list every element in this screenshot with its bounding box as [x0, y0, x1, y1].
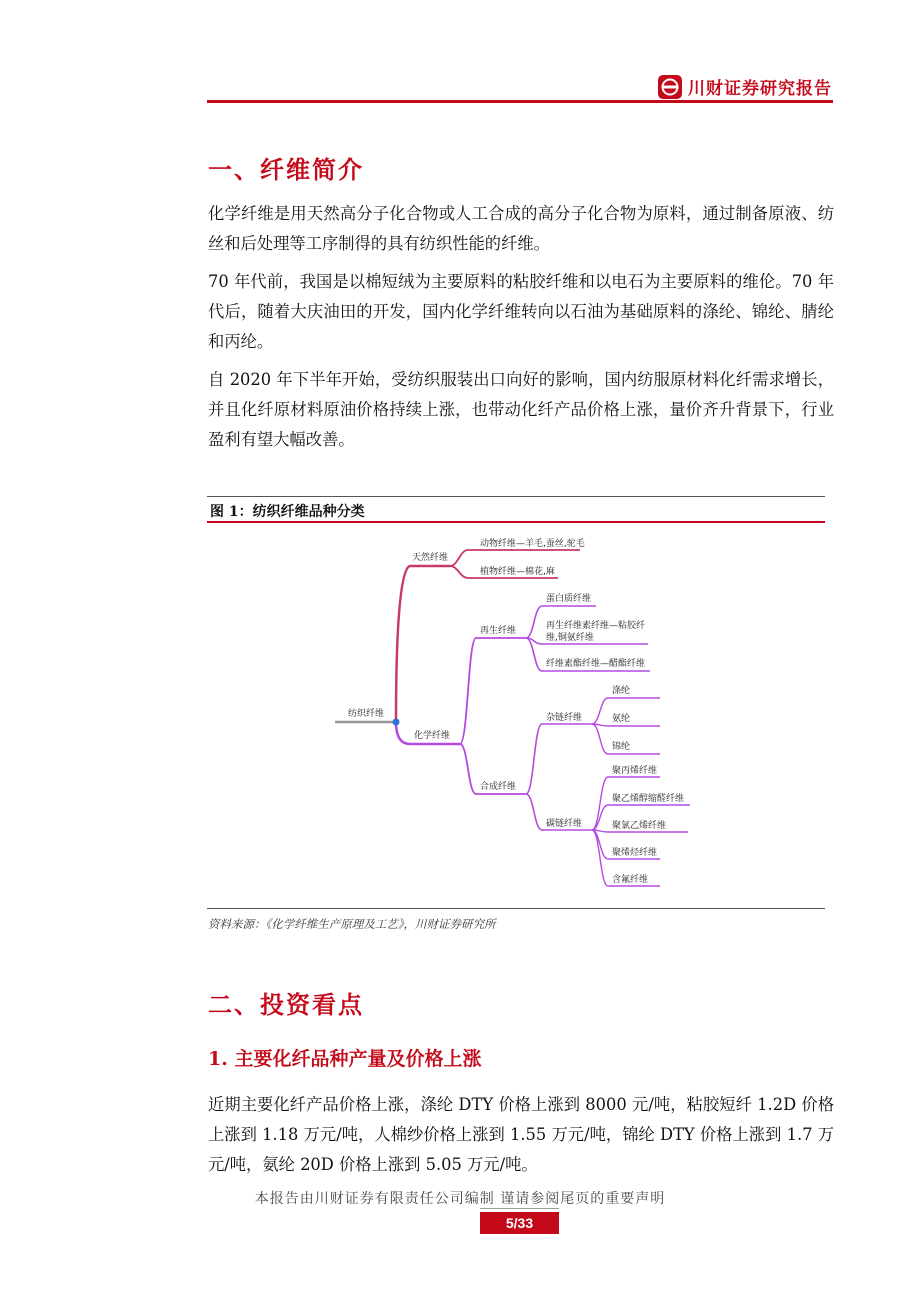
node-regenerated: 再生纤维: [480, 626, 517, 636]
brand-name: 川财证券研究报告: [688, 79, 832, 99]
node-polyester: 涤纶: [612, 686, 631, 696]
node-polyolefin: 聚烯烃纤维: [612, 848, 658, 858]
figure-top-rule: [207, 496, 825, 497]
branch-hetero: [526, 724, 592, 794]
paragraph-3: 自 2020 年下半年开始，受纺织服装出口向好的影响，国内纺服原材料化纤需求增长，并且化纤原材料原油价格持续上涨，也带动化纤产品价格上涨，量价齐升背景下，行业盈利有望大幅改善。: [208, 370, 834, 449]
header-divider: [207, 100, 833, 103]
node-fluoro: 含氟纤维: [612, 875, 649, 885]
header-brand: [658, 74, 832, 99]
node-carbon: 碳链纤维: [546, 819, 583, 829]
footer-divider: [480, 1208, 559, 1209]
figure-source: 资料来源：《化学纤维生产原理及工艺》，川财证券研究所: [208, 917, 496, 931]
node-plant: 植物纤维—棉花,麻: [480, 567, 555, 577]
node-synthetic: 合成纤维: [480, 782, 517, 792]
root-dot: [393, 719, 400, 726]
node-spandex: 氨纶: [612, 714, 631, 724]
node-cellulose-line2: 维,铜氨纤维: [546, 633, 594, 643]
fiber-classification-mindmap: [330, 530, 710, 900]
figure-title-rule: [207, 521, 825, 523]
branch-animal: [450, 550, 580, 566]
node-root: 纺织纤维: [348, 709, 385, 719]
node-protein: 蛋白质纤维: [546, 594, 592, 604]
paragraph-1: 化学纤维是用天然高分子化合物或人工合成的高分子化合物为原料，通过制备原液、纺丝和后处理等工序制得的具有纺织性能的纤维。: [208, 204, 834, 253]
node-natural: 天然纤维: [412, 553, 449, 563]
node-pva: 聚乙烯醇缩醛纤维: [612, 794, 685, 804]
paragraph-prices: 近期主要化纤产品价格上涨，涤纶 DTY 价格上涨到 8000 元/吨，粘胶短纤 1.2D 价格上涨到 1.18 万元/吨，人棉纱价格上涨到 1.55 万元/吨，锦纶 DTY 价格上涨到 1.7 万元/吨，氨纶 20D 价格上涨到 5.05 万元/吨。: [208, 1095, 834, 1174]
section-title-fiber-intro: 一、纤维简介: [208, 155, 364, 184]
node-chemical: 化学纤维: [414, 731, 451, 741]
branch-natural: [396, 566, 450, 722]
node-animal: 动物纤维—羊毛,蚕丝,驼毛: [480, 539, 585, 549]
company-logo-icon: [658, 75, 682, 99]
node-ester: 纤维素酯纤维—醋酯纤维: [546, 659, 646, 669]
node-cellulose-line1: 再生纤维素纤维—粘胶纤: [546, 621, 646, 631]
node-pp: 聚丙烯纤维: [612, 766, 658, 776]
node-nylon: 锦纶: [612, 742, 631, 752]
figure-title: 图 1：纺织纤维品种分类: [210, 504, 365, 520]
branch-spandex: [592, 724, 660, 726]
branch-regenerated: [460, 638, 526, 744]
paragraph-2: 70 年代前，我国是以棉短绒为主要原料的粘胶纤维和以电石为主要原料的维伦。70 年代后，随着大庆油田的开发，国内化学纤维转向以石油为基础原料的涤纶、锦纶、腈纶和丙纶。: [208, 272, 834, 351]
node-hetero: 杂链纤维: [546, 713, 583, 723]
section-title-investment: 二、投资看点: [208, 990, 364, 1019]
page-number: 5/33: [480, 1212, 559, 1234]
subsection-title-1: 1. 主要化纤品种产量及价格上涨: [208, 1048, 482, 1070]
figure-bottom-rule: [207, 908, 825, 909]
node-pvc: 聚氯乙烯纤维: [612, 821, 667, 831]
footer-disclaimer: 本报告由川财证券有限责任公司编制 谨请参阅尾页的重要声明: [254, 1191, 666, 1207]
